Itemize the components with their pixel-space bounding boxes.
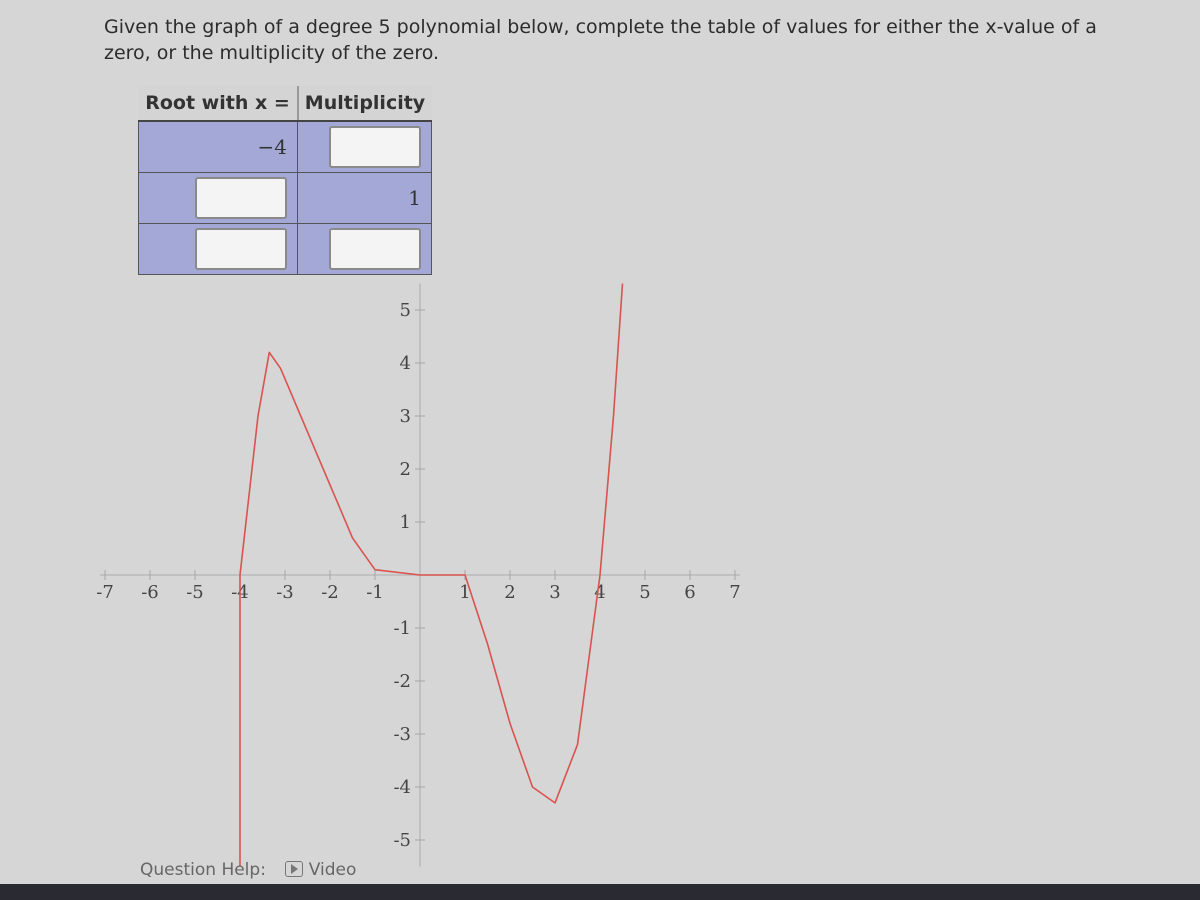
header-multiplicity: Multiplicity (298, 86, 432, 121)
table-row (139, 173, 432, 224)
x-tick-label: 7 (729, 582, 741, 603)
question-line-1: Given the graph of a degree 5 polynomial below, complete the table of values for either the x-value of a (104, 16, 1097, 38)
y-tick-label: 2 (399, 459, 411, 480)
x-tick-label: 5 (639, 582, 651, 603)
bottom-bar (0, 884, 1200, 900)
polynomial-graph (96, 290, 760, 851)
video-link[interactable]: Video (308, 860, 357, 880)
x-tick-label: -7 (96, 582, 114, 603)
x-tick-label: 6 (684, 582, 696, 603)
cell-multiplicity (298, 224, 432, 275)
question-help (140, 860, 356, 880)
x-tick-label: -1 (366, 582, 384, 603)
cell-root (139, 224, 298, 275)
root-value: −4 (139, 121, 298, 173)
multiplicity-input-1[interactable] (329, 126, 421, 168)
y-tick-label: -3 (393, 724, 411, 745)
x-tick-label: 3 (549, 582, 561, 603)
question-line-2: zero, or the multiplicity of the zero. (104, 42, 440, 64)
table-row (139, 224, 432, 275)
table-header-row (139, 86, 432, 121)
y-tick-label: 4 (399, 353, 411, 374)
x-tick-label: 2 (504, 582, 516, 603)
y-tick-label: 1 (399, 512, 411, 533)
x-tick-label: -5 (186, 582, 204, 603)
multiplicity-value: 1 (298, 173, 432, 224)
y-tick-label: -4 (393, 777, 411, 798)
x-tick-label: 1 (459, 582, 471, 603)
root-input-3[interactable] (195, 228, 287, 270)
y-tick-label: 5 (399, 300, 411, 321)
x-tick-label: -2 (321, 582, 339, 603)
x-tick-label: -6 (141, 582, 159, 603)
video-icon[interactable] (285, 861, 303, 877)
root-input-2[interactable] (195, 177, 287, 219)
y-tick-label: -5 (393, 830, 411, 851)
x-tick-label: -3 (276, 582, 294, 603)
cell-multiplicity (298, 121, 432, 173)
question-prompt (104, 14, 1104, 66)
cell-root (139, 173, 298, 224)
x-tick-label: -4 (231, 582, 249, 603)
question-help-label: Question Help: (140, 860, 266, 880)
y-tick-label: -2 (393, 671, 411, 692)
x-tick-label: 4 (594, 582, 606, 603)
answer-table (138, 86, 432, 275)
table-row (139, 121, 432, 173)
header-root: Root with x = (139, 86, 298, 121)
y-tick-label: -1 (393, 618, 411, 639)
y-tick-label: 3 (399, 406, 411, 427)
multiplicity-input-3[interactable] (329, 228, 421, 270)
